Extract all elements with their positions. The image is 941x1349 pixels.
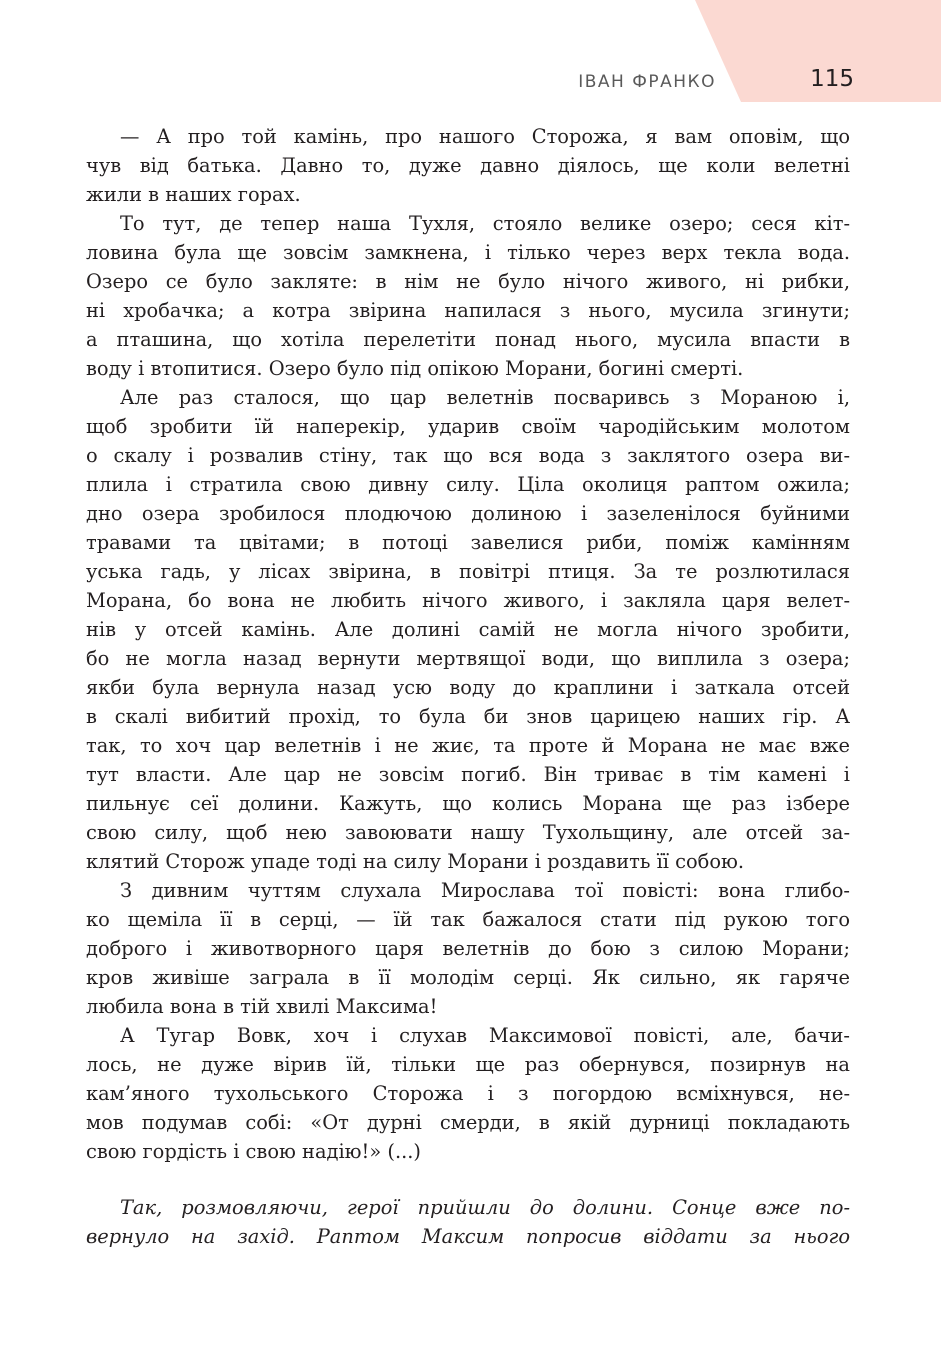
running-head-author: ІВАН ФРАНКО bbox=[578, 72, 716, 92]
text-line: Так, розмовляючи, герої прийшли до долини. Сонце вже по- bbox=[120, 1196, 850, 1219]
text-line: в скалі вибитий прохід, то була би знов царицею наших гір. А bbox=[86, 705, 850, 728]
text-line: доброго і животворного царя велетнів до бою з силою Морани; bbox=[86, 937, 850, 960]
paragraph bbox=[86, 876, 850, 1021]
text-line: о скалу і розвалив стіну, так що вся вода з заклятого озера ви- bbox=[86, 444, 850, 467]
text-line: воду і втопитися. Озеро було під опікою Морани, богині смерті. bbox=[86, 357, 744, 380]
text-line: а пташина, що хотіла перелетіти понад нього, мусила впасти в bbox=[86, 328, 850, 351]
text-line: Але раз сталося, що цар велетнів посваривсь з Мораною і, bbox=[120, 386, 850, 409]
page-number: 115 bbox=[810, 66, 854, 92]
text-line: жили в наших горах. bbox=[86, 183, 301, 206]
text-line: лось, не дуже вірив їй, тільки ще раз обернувся, позирнув на bbox=[86, 1053, 850, 1076]
text-line: ловина була ще зовсім замкнена, і тілько через верх текла вода. bbox=[86, 241, 850, 264]
text-line: Озеро се було закляте: в нім не було нічого живого, ні рибки, bbox=[86, 270, 850, 293]
text-line: уська гадь, у лісах звірина, в повітрі птиця. За те розлютилася bbox=[86, 560, 850, 583]
paragraph bbox=[86, 209, 850, 383]
text-line: плила і стратила свою дивну силу. Ціла околиця раптом ожила; bbox=[86, 473, 850, 496]
text-line: кров живіше заграла в її молодім серці. Як сильно, як гаряче bbox=[86, 966, 850, 989]
text-line: тут власти. Але цар не зовсім погиб. Він триває в тім камені і bbox=[86, 763, 850, 786]
summary-italic-note bbox=[86, 1193, 850, 1251]
paragraph bbox=[86, 383, 850, 876]
text-line: бо не могла назад вернути мертвящої води, що виплила з озера; bbox=[86, 647, 850, 670]
paragraph bbox=[86, 1021, 850, 1166]
text-line: щоб зробити їй наперекір, ударив своїм чародійським молотом bbox=[86, 415, 850, 438]
text-line: нів у отсей камінь. Але долині самій не могла нічого зробити, bbox=[86, 618, 850, 641]
text-line: дно озера зробилося плодючою долиною і зазеленілося буйними bbox=[86, 502, 850, 525]
text-line: А Тугар Вовк, хоч і слухав Максимової повісті, але, бачи- bbox=[120, 1024, 850, 1047]
text-line: чув від батька. Давно то, дуже давно діялось, ще коли велетні bbox=[86, 154, 850, 177]
text-line: кам’яного тухольського Сторожа і з погордою всміхнувся, не- bbox=[86, 1082, 850, 1105]
text-line: пильнує сеї долини. Кажуть, що колись Морана ще раз ізбере bbox=[86, 792, 850, 815]
text-line: свою силу, щоб нею завоювати нашу Тухольщину, але отсей за- bbox=[86, 821, 850, 844]
text-line: так, то хоч цар велетнів і не жиє, та проте й Морана не має вже bbox=[86, 734, 850, 757]
story-text bbox=[86, 122, 850, 1166]
text-line: То тут, де тепер наша Тухля, стояло велике озеро; сеся кіт- bbox=[120, 212, 850, 235]
text-line: вернуло на захід. Раптом Максим попросив віддати за нього bbox=[86, 1225, 850, 1248]
text-line: травами та цвітами; в потоці завелися риби, поміж камінням bbox=[86, 531, 850, 554]
paragraph bbox=[86, 122, 850, 209]
text-line: любила вона в тій хвилі Максима! bbox=[86, 995, 438, 1018]
text-line: мов подумав собі: «От дурні смерди, в якій дурниці покладають bbox=[86, 1111, 850, 1134]
text-line: — А про той камінь, про нашого Сторожа, я вам оповім, що bbox=[120, 125, 850, 148]
text-line: Морана, бо вона не любить нічого живого, і закляла царя велет- bbox=[86, 589, 850, 612]
text-line: ні хробачка; а котра звірина напилася з нього, мусила згинути; bbox=[86, 299, 850, 322]
text-line: З дивним чуттям слухала Мирослава тої повісті: вона глибо- bbox=[120, 879, 850, 902]
text-line: клятий Сторож упаде тоді на силу Морани і роздавить її собою. bbox=[86, 850, 745, 873]
text-line: ко щеміла її в серці, — їй так бажалося стати під рукою того bbox=[86, 908, 850, 931]
text-line: якби була вернула назад усю воду до краплини і заткала отсей bbox=[86, 676, 850, 699]
text-line: свою гордість і свою надію!» (...) bbox=[86, 1140, 421, 1163]
